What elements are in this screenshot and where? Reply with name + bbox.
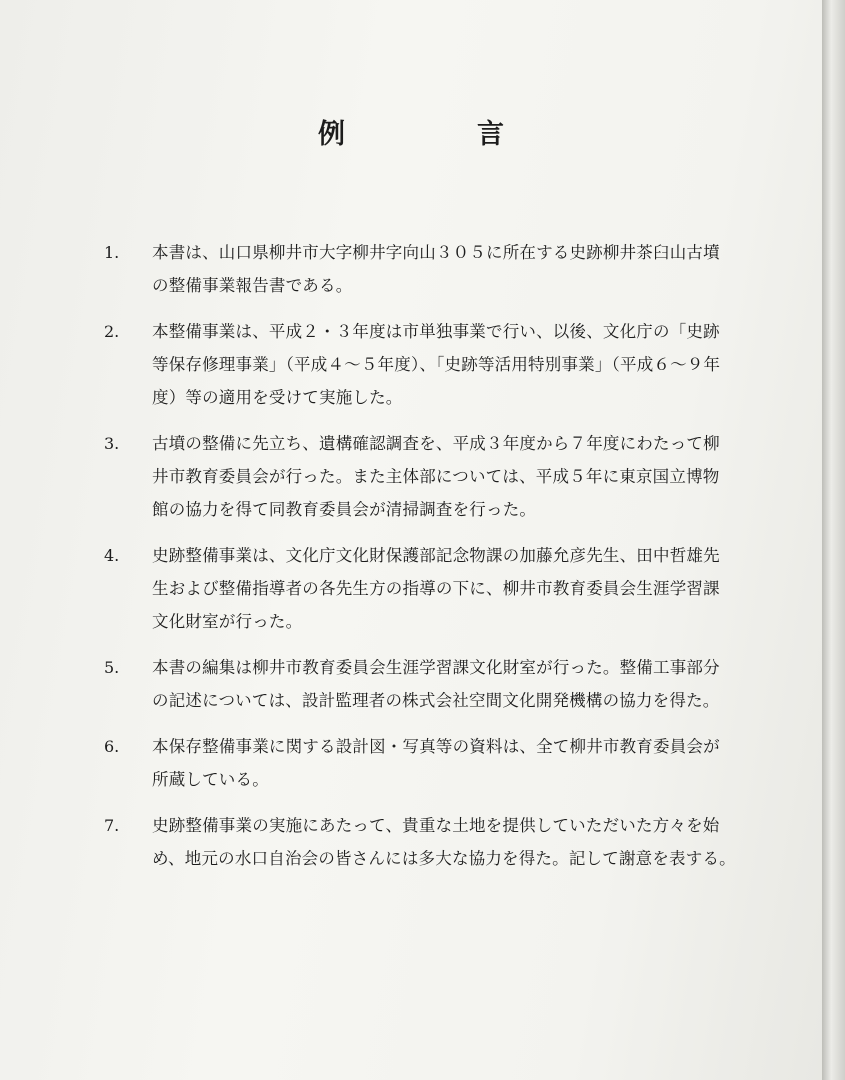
item-text-line: 本保存整備事業に関する設計図・写真等の資料は、全て柳井市教育委員会が xyxy=(152,737,720,756)
item-text-line: 度）等の適用を受けて実施した。 xyxy=(152,388,403,407)
list-item xyxy=(104,809,794,875)
item-number: 2. xyxy=(104,322,120,341)
list-item xyxy=(104,539,794,638)
notes-list xyxy=(104,236,794,888)
item-text-line: め、地元の水口自治会の皆さんには多大な協力を得た。記して謝意を表する。 xyxy=(152,849,736,868)
item-number: 3. xyxy=(104,434,120,453)
item-text-line: 所蔵している。 xyxy=(152,770,269,789)
title-char-1: 例 xyxy=(318,119,345,150)
item-text-line: 等保存修理事業」（平成４～５年度）、「史跡等活用特別事業」（平成６～９年 xyxy=(152,355,721,374)
item-number: 7. xyxy=(104,816,120,835)
item-text-line: 本書は、山口県柳井市大字柳井字向山３０５に所在する史跡柳井茶臼山古墳 xyxy=(152,243,720,262)
item-number: 4. xyxy=(104,546,120,565)
item-text-line: 史跡整備事業は、文化庁文化財保護部記念物課の加藤允彦先生、田中哲雄先 xyxy=(152,546,720,565)
item-text-line: 史跡整備事業の実施にあたって、貴重な土地を提供していただいた方々を始 xyxy=(152,816,720,835)
item-number: 6. xyxy=(104,737,120,756)
item-number: 5. xyxy=(104,658,120,677)
item-text-line: 本書の編集は柳井市教育委員会生涯学習課文化財室が行った。整備工事部分 xyxy=(152,658,720,677)
item-number: 1. xyxy=(104,243,120,262)
item-text-line: の記述については、設計監理者の株式会社空間文化開発機構の協力を得た。 xyxy=(152,691,720,710)
list-item xyxy=(104,730,794,796)
list-item xyxy=(104,236,794,302)
item-text-line: 館の協力を得て同教育委員会が清掃調査を行った。 xyxy=(152,500,537,519)
title-char-2: 言 xyxy=(477,119,504,150)
item-text-line: の整備事業報告書である。 xyxy=(152,276,353,295)
item-text-line: 井市教育委員会が行った。また主体部については、平成５年に東京国立博物 xyxy=(152,467,720,486)
list-item xyxy=(104,315,794,414)
item-text-line: 生および整備指導者の各先生方の指導の下に、柳井市教育委員会生涯学習課 xyxy=(152,579,720,598)
page-edge xyxy=(822,0,845,1080)
list-item xyxy=(104,427,794,526)
item-text-line: 古墳の整備に先立ち、遺構確認調査を、平成３年度から７年度にわたって柳 xyxy=(152,434,720,453)
list-item xyxy=(104,651,794,717)
item-text-line: 本整備事業は、平成２・３年度は市単独事業で行い、以後、文化庁の「史跡 xyxy=(152,322,720,341)
page-title xyxy=(0,118,822,152)
item-text-line: 文化財室が行った。 xyxy=(152,612,303,631)
